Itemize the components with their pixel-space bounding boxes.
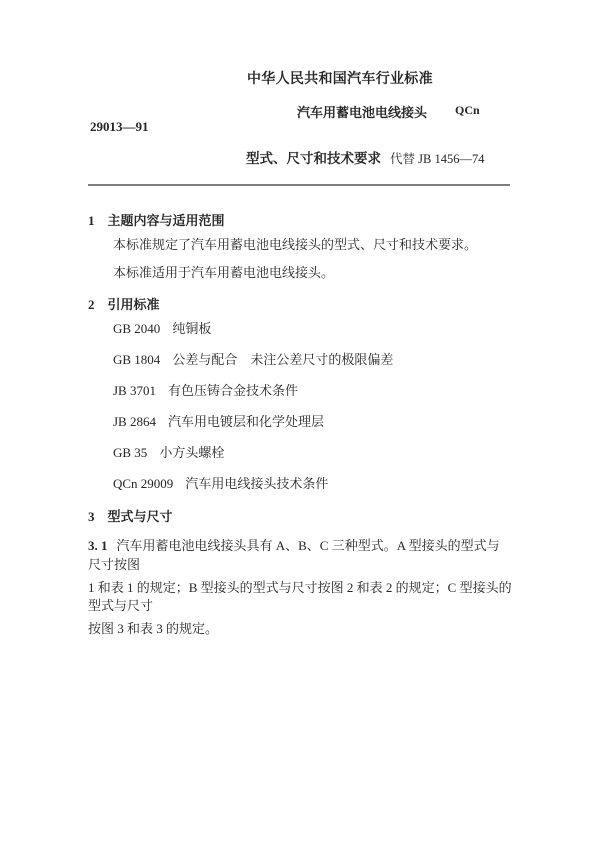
standard-code-prefix: QCn: [455, 103, 480, 117]
standard-code-number: 29013—91: [90, 119, 149, 134]
reference-code: QCn 29009: [113, 476, 174, 491]
section-1-title: 主题内容与适用范围: [107, 213, 225, 228]
replaces-note: 代替 JB 1456—74: [390, 152, 485, 166]
referenced-standards-list: [113, 322, 393, 508]
reference-title: 有色压铸合金技术条件: [167, 383, 298, 398]
section-2-number: 2: [88, 297, 95, 312]
reference-title: 公差与配合 未注公差尺寸的极限偏差: [172, 352, 394, 367]
reference-title: 汽车用电镀层和化学处理层: [167, 414, 324, 429]
list-item: [113, 477, 393, 490]
standard-org-line: 中华人民共和国汽车行业标准: [247, 72, 433, 87]
reference-code: GB 35: [113, 445, 148, 460]
standard-subtitle: 型式、尺寸和技术要求: [246, 151, 381, 166]
list-item: [113, 384, 393, 397]
clause-3-1-number: 3. 1: [88, 538, 108, 553]
clause-3-1-paragraph: [88, 536, 512, 574]
section-3-heading: [88, 506, 173, 525]
section-3-number: 3: [88, 509, 95, 524]
section-2-heading: [88, 294, 160, 313]
section-1-heading: [88, 210, 225, 229]
reference-title: 小方头螺栓: [159, 445, 225, 460]
reference-title: 汽车用电线接头技术条件: [185, 476, 329, 491]
section-3-paragraph-2: 1 和表 1 的规定；B 型接头的型式与尺寸按图 2 和表 2 的规定；C 型接头的型式与尺寸: [88, 580, 512, 613]
header-divider-rule: [88, 184, 510, 186]
clause-3-1-text: 汽车用蓄电池电线接头具有 A、B、C 三种型式。A 型接头的型式与尺寸按图: [88, 538, 500, 572]
list-item: [113, 415, 393, 428]
section-1-paragraph-scope: 本标准规定了汽车用蓄电池电线接头的型式、尺寸和技术要求。: [113, 237, 478, 252]
list-item: [113, 322, 393, 335]
standard-title: 汽车用蓄电池电线接头: [297, 105, 428, 120]
list-item: [113, 446, 393, 459]
reference-title: 纯铜板: [172, 321, 212, 336]
section-1-number: 1: [88, 213, 95, 228]
section-3-title: 型式与尺寸: [107, 509, 173, 524]
reference-code: JB 3701: [113, 383, 156, 398]
reference-code: GB 1804: [113, 352, 161, 367]
section-2-title: 引用标准: [107, 297, 160, 312]
reference-code: GB 2040: [113, 321, 161, 336]
section-3-paragraph-3: 按图 3 和表 3 的规定。: [88, 621, 219, 636]
section-1-paragraph-applicability: 本标准适用于汽车用蓄电池电线接头。: [113, 265, 335, 280]
reference-code: JB 2864: [113, 414, 156, 429]
list-item: [113, 353, 393, 366]
